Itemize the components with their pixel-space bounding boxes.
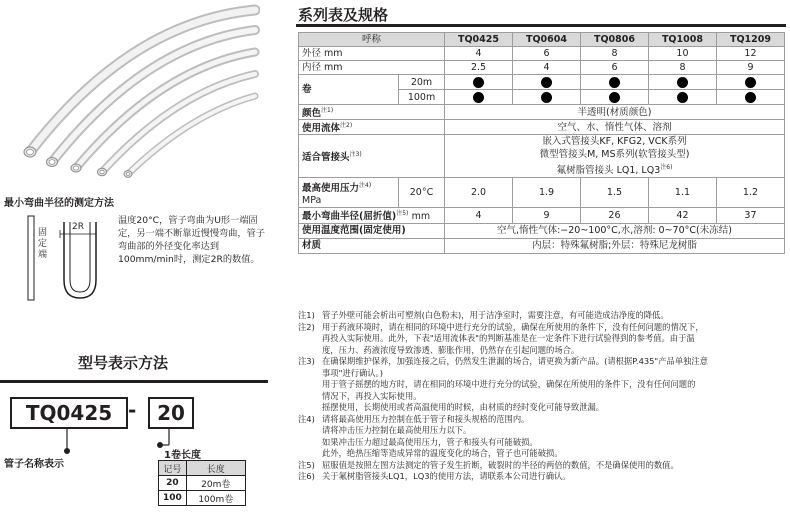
note-text — [322, 460, 788, 472]
note-line: 度，压力、药液浓度导致渗透、膨胀作用，仍然存在引起问题的场合。 — [322, 344, 580, 355]
note-text — [322, 310, 788, 322]
fixed-end-label: 固定端 — [38, 228, 48, 260]
note-line: 事项"进行确认。) — [322, 367, 383, 378]
note-line: 屈服值是按照左图方法测定的管子发生折断，破裂时的半径的两倍的数值，不是确保使用的数值。 — [322, 459, 679, 470]
note-line: 用于药液环境时，请在相同的环境中进行充分的试验，确保在所使用的条件下，没有任何问题的情况下， — [322, 321, 704, 332]
tube-name-label: 管子名称表示 — [4, 459, 64, 470]
spec-title-rule — [296, 24, 786, 27]
note-line: 请将最高使用压力控制在低于管子和接头规格的范围内。 — [322, 413, 530, 424]
available-dot — [609, 77, 620, 88]
table-row: 材质 内层：特殊氟树脂;外层：特殊尼龙树脂 — [299, 238, 785, 253]
table-row: 外径 mm 4 6 8 10 12 — [299, 47, 785, 61]
available-dot — [677, 77, 688, 88]
model-title: 型号表示方法 — [78, 354, 169, 372]
table-row: 使用温度范围(固定使用) 空气,惰性气体:−20~100°C,水,溶剂: 0~70°C(未冻结) — [299, 223, 785, 238]
table-row: 颜色$^{注1)}$ 半透明(材质颜色) — [299, 105, 785, 120]
note-line: 再投入实际使用。此外，下表"适用流体表"的判断基准是在一定条件下进行试验得到的参考值。由于温 — [322, 333, 695, 343]
notes-list — [298, 310, 788, 483]
model-code-box: TQ0425 — [10, 397, 128, 429]
note-line: 用于管子摇摆的地方时，请在相同的环境中进行充分的试验，确保在所使用的条件下，没有任何问题的 — [322, 379, 696, 389]
table-row — [299, 33, 785, 47]
model-dash: - — [128, 398, 137, 422]
roll-length-label: 1卷长度 — [164, 450, 201, 461]
note-line: 在确保期维护保养，加强连接之后，仍然发生泄漏的场合，请更换为新产品。(请根据P.435"产品单独注意 — [322, 356, 709, 366]
table-row: 20 20m卷 — [159, 476, 246, 491]
table-row: 使用流体$^{注2)}$ 空气、水、惰性气体、溶剂 — [299, 120, 785, 135]
length-table-header: 长度 — [186, 461, 245, 476]
length-table — [158, 460, 246, 506]
note-text — [322, 414, 788, 460]
table-row: 最高使用压力$^{注4)}$ MPa 20°C 2.0 1.9 1.5 1.1 1.2 — [299, 178, 785, 208]
table-row: 内径 mm 2.5 4 6 8 9 — [299, 61, 785, 75]
note-line: 如果冲击压力超过最高使用压力，管子和接头有可能破损。 — [322, 436, 538, 447]
model-header: TQ0604 — [513, 33, 581, 47]
bend-radius-description: 温度20°C，管子弯曲为U形一端固定，另一端不断靠近慢慢弯曲，管子弯曲部的外径变化率达到100mm/min时，测定2R的数值。 — [118, 215, 265, 265]
note-line: 情况下，再投入实际使用。 — [322, 390, 422, 401]
note-item — [298, 310, 788, 322]
model-header: TQ0425 — [445, 33, 513, 47]
note-item — [298, 414, 788, 460]
model-title-rule — [0, 380, 268, 383]
table-row: 最小弯曲半径(屈折值)$^{注5)}$ mm 4 9 26 42 37 — [299, 208, 785, 223]
spec-title: 系列表及规格 — [298, 6, 389, 24]
note-text — [322, 356, 788, 414]
note-text — [322, 471, 788, 483]
note-text — [322, 322, 788, 357]
available-dot — [473, 77, 484, 88]
note-line: 此外，绝热压缩等造成异常的温度变化的场合，管子也可能破损。 — [322, 448, 563, 458]
note-item — [298, 322, 788, 357]
note-line: 关于氟树脂管接头LQ1，LQ3的使用方法，请联系本公司进行确认。 — [322, 471, 571, 481]
note-tag: 注5) — [298, 459, 315, 470]
available-dot — [473, 92, 484, 103]
model-header: TQ1209 — [716, 33, 784, 47]
bend-radius-diagram — [26, 210, 102, 306]
tube-coils-image — [10, 2, 260, 192]
note-tag: 注2) — [298, 321, 315, 332]
spec-table — [298, 32, 785, 254]
table-row: 适合管接头$^{注3)}$ 嵌入式管接头KF, KFG2, VCK系列 微型管接头M, MS系列(软管接头型) 氟树脂管接头 LQ1, LQ3$^{注6)}$ — [299, 135, 785, 178]
model-header: TQ1008 — [648, 33, 716, 47]
bend-radius-title: 最小弯曲半径的测定方法 — [4, 198, 114, 209]
radius-label: 2R — [72, 222, 84, 232]
note-tag: 注1) — [298, 310, 315, 320]
table-row: 卷 20m — [299, 75, 785, 90]
model-header: TQ0806 — [580, 33, 648, 47]
note-tag: 注3) — [298, 356, 315, 366]
note-item — [298, 460, 788, 472]
length-table-header: 记号 — [159, 461, 187, 476]
available-dot — [677, 92, 688, 103]
note-item — [298, 356, 788, 414]
note-tag: 注4) — [298, 413, 315, 424]
available-dot — [541, 77, 552, 88]
note-line: 管子外壁可能会析出可塑剂(白色粉末)，用于洁净室时，需要注意，有可能造成洁净度的降低。 — [322, 310, 669, 320]
note-line: 摇摆使用，长期使用或者高温使用的时候，由材质的经时变化可能导致泄漏。 — [322, 402, 605, 412]
note-item — [298, 471, 788, 483]
length-code-box: 20 — [148, 397, 194, 429]
table-row: 100m — [299, 90, 785, 105]
available-dot — [745, 77, 756, 88]
note-tag: 注6) — [298, 471, 315, 481]
available-dot — [745, 92, 756, 103]
nominal-header: 呼称 — [299, 33, 445, 47]
note-line: 请将冲击压力控制在最高使用压力以下。 — [322, 425, 472, 435]
available-dot — [609, 92, 620, 103]
available-dot — [541, 92, 552, 103]
table-row: 100 100m卷 — [159, 491, 246, 506]
